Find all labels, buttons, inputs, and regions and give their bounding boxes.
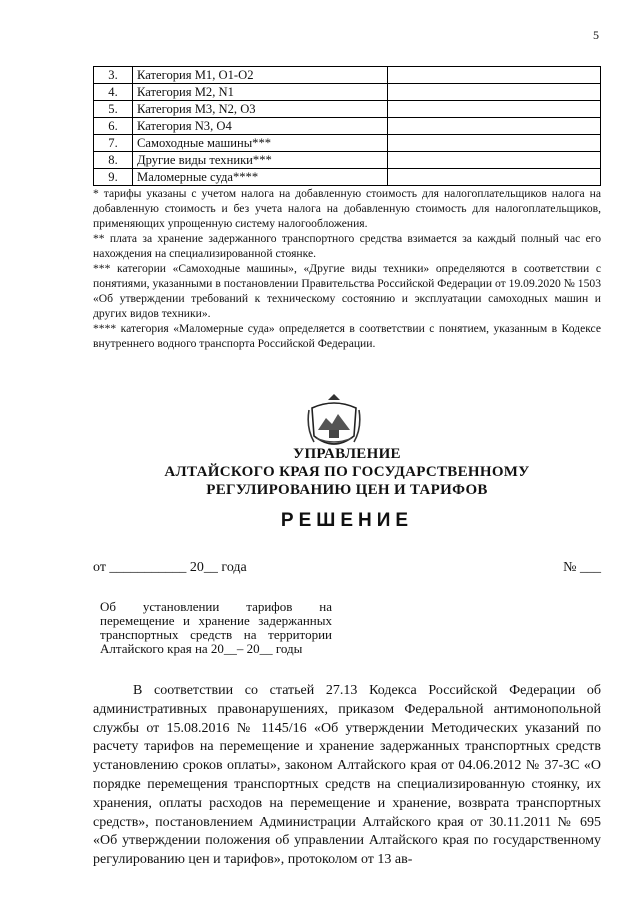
- date-field: от ___________ 20__ года: [93, 560, 247, 575]
- date-line: [93, 560, 601, 576]
- organization-name-line2: АЛТАЙСКОГО КРАЯ ПО ГОСУДАРСТВЕННОМУ: [164, 464, 530, 480]
- subject-text: Об установлении тарифов на перемещение и хранение задержанных транспортных средств на территории Алтайского края на 20__– 20__ годы: [100, 599, 332, 656]
- footnote-storage-fee: ** плата за хранение задержанного транспортного средства взимается за каждый полный час его нахождения на специализированной стоянке.: [93, 232, 601, 260]
- footnotes: [93, 186, 601, 351]
- category-name: Категория N3, О4: [133, 118, 388, 135]
- table-row: [94, 169, 601, 186]
- table-row: [94, 67, 601, 84]
- tariff-value: [388, 101, 601, 118]
- category-name: Категория М2, N1: [133, 84, 388, 101]
- table-row: [94, 152, 601, 169]
- footnote-machine-categories: *** категории «Самоходные машины», «Другие виды техники» определяются в соответствии с понятиями, указанными в постановлении Правительства Российской Федерации от 19.09.2020 № 1503 «Об утверждении требований к техническому состоянию и эксплуатации самоходных машин и других видов техники».: [93, 262, 601, 320]
- category-name: Категория М3, N2, О3: [133, 101, 388, 118]
- row-number: 4.: [94, 84, 133, 101]
- category-name: Маломерные суда****: [133, 169, 388, 186]
- table-row: [94, 118, 601, 135]
- body-text: В соответствии со статьей 27.13 Кодекса Российской Федерации об административных правонарушениях, приказом Федеральной антимонопольной службы от 15.08.2016 № 1145/16 «Об утверждении Методических указаний по расчету тарифов на перемещение и хранение задержанных транспортных средств установлению сроков оплаты», законом Алтайского края от 04.06.2012 № 37-ЗС «О порядке перемещения транспортных средств на специализированную стоянку, их хранения, оплаты расходов на перемещение и хранение, возврата транспортных средств», постановлением Администрации Алтайского края от 30.11.2011 № 695 «Об утверждении положения об управлении Алтайского края по государственному регулированию цен и тарифов», протоколом от 13 ав-: [93, 683, 601, 868]
- row-number: 5.: [94, 101, 133, 118]
- row-number: 7.: [94, 135, 133, 152]
- tariff-value: [388, 152, 601, 169]
- row-number: 9.: [94, 169, 133, 186]
- row-number: 8.: [94, 152, 133, 169]
- table-row: [94, 135, 601, 152]
- tariff-value: [388, 84, 601, 101]
- organization-name-line3: РЕГУЛИРОВАНИЮ ЦЕН И ТАРИФОВ: [206, 482, 488, 498]
- table-row: [94, 84, 601, 101]
- footnote-vat: * тарифы указаны с учетом налога на добавленную стоимость для налогоплательщиков налога на добавленную стоимость и без учета налога на добавленную стоимость для налогоплательщиков, применяющих упрощенную систему налогообложения.: [93, 187, 601, 230]
- tariff-value: [388, 67, 601, 84]
- tariff-value: [388, 118, 601, 135]
- organization-name-line1: УПРАВЛЕНИЕ: [293, 446, 401, 462]
- tariff-table: [93, 66, 601, 186]
- body-paragraph: [93, 682, 601, 870]
- table-row: [94, 101, 601, 118]
- tariff-value: [388, 169, 601, 186]
- category-name: Самоходные машины***: [133, 135, 388, 152]
- page-number: 5: [593, 28, 599, 42]
- row-number: 3.: [94, 67, 133, 84]
- document-number-field: № ___: [563, 560, 601, 575]
- document-title: РЕШЕНИЕ: [280, 510, 414, 531]
- category-name: Другие виды техники***: [133, 152, 388, 169]
- footnote-small-vessels: **** категория «Маломерные суда» определяется в соответствии с понятием, указанным в Кодексе внутреннего водного транспорта Российской Федерации.: [93, 322, 601, 350]
- subject-heading: [100, 600, 332, 656]
- row-number: 6.: [94, 118, 133, 135]
- category-name: Категория М1, О1-О2: [133, 67, 388, 84]
- tariff-value: [388, 135, 601, 152]
